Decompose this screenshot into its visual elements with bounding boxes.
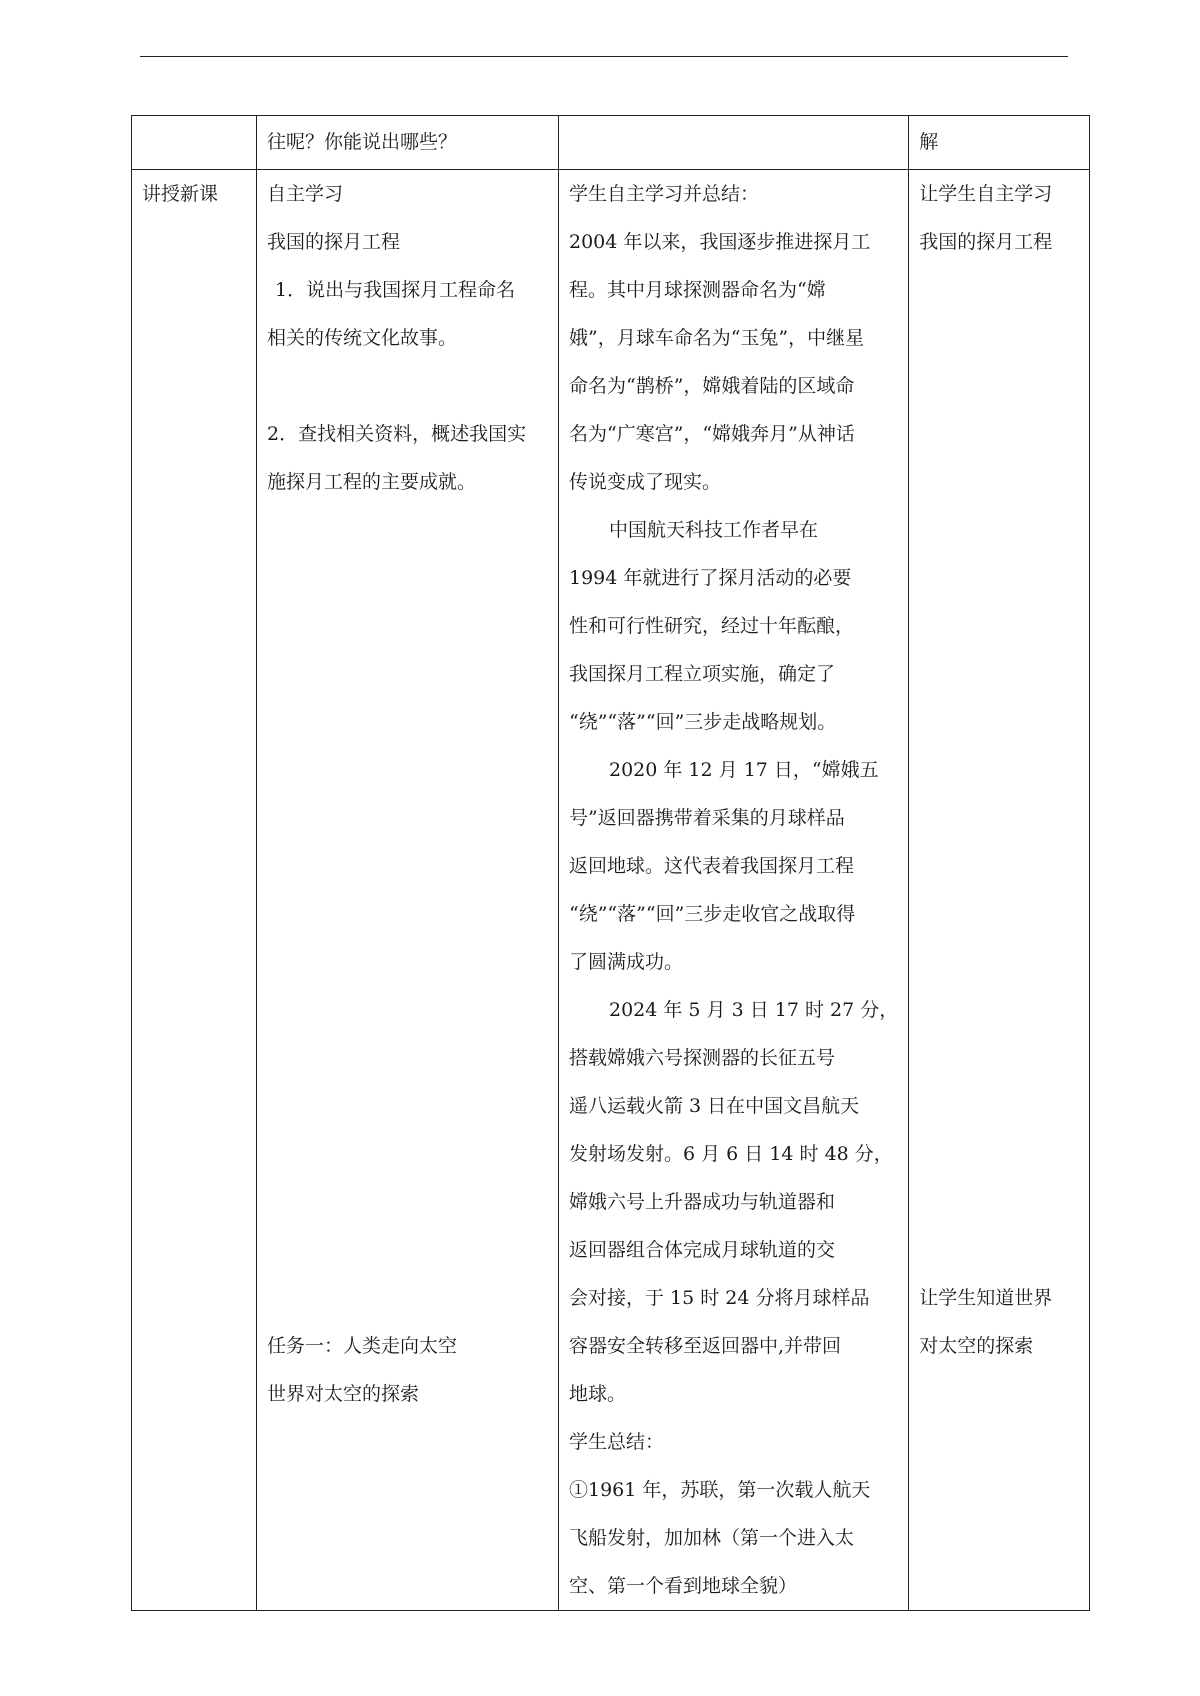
paragraph-line: 中国航天科技工作者早在 — [609, 519, 819, 541]
section-topic: 我国的探月工程 — [267, 231, 401, 253]
summary-line: 飞船发射，加加林（第一个进入太 — [569, 1527, 855, 1549]
paragraph-line: 遥八运载火箭 3 日在中国文昌航天 — [569, 1095, 860, 1117]
paragraph-line: 了圆满成功。 — [569, 951, 684, 973]
student-activity-cell — [559, 116, 909, 170]
table-row — [132, 170, 1090, 1611]
paragraph-line: 容器安全转移至返回器中,并带回 — [569, 1335, 842, 1357]
paragraph-line: “绕”“落”“回”三步走收官之战取得 — [569, 903, 856, 925]
teacher-activity-cell — [257, 116, 559, 170]
paragraph-line: 返回器组合体完成月球轨道的交 — [569, 1239, 836, 1261]
paragraph-line: 娥”，月球车命名为“玉兔”，中继星 — [569, 327, 865, 349]
design-intent-cell — [909, 170, 1090, 1611]
paragraph-line: 地球。 — [569, 1383, 627, 1405]
paragraph-line: 程。其中月球探测器命名为“嫦 — [569, 279, 826, 301]
teacher-text: 往呢？你能说出哪些？ — [267, 131, 458, 153]
design-intent-cell — [909, 116, 1090, 170]
teacher-activity-cell — [257, 170, 559, 1611]
question-2: 2．查找相关资料，概述我国实 — [267, 423, 527, 445]
summary-line: 空、第一个看到地球全貌） — [569, 1575, 798, 1597]
paragraph-line: 返回地球。这代表着我国探月工程 — [569, 855, 855, 877]
intent-text: 解 — [919, 131, 939, 153]
paragraph-line: 2024 年 5 月 3 日 17 时 27 分， — [609, 999, 899, 1021]
intent-text: 我国的探月工程 — [919, 231, 1053, 253]
paragraph-line: 号”返回器携带着采集的月球样品 — [569, 807, 845, 829]
student-intro: 学生自主学习并总结： — [569, 183, 760, 205]
intent-text: 让学生知道世界 — [919, 1287, 1053, 1309]
paragraph-line: 会对接，于 15 时 24 分将月球样品 — [569, 1287, 870, 1309]
intent-text: 对太空的探索 — [919, 1335, 1034, 1357]
stage-cell — [132, 170, 257, 1611]
paragraph-line: “绕”“落”“回”三步走战略规划。 — [569, 711, 837, 733]
stage-label: 讲授新课 — [142, 183, 219, 205]
paragraph-line: 搭载嫦娥六号探测器的长征五号 — [569, 1047, 836, 1069]
question-2-cont: 施探月工程的主要成就。 — [267, 471, 477, 493]
paragraph-line: 名为“广寒宫”，“嫦娥奔月”从神话 — [569, 423, 855, 445]
section-title: 自主学习 — [267, 183, 344, 205]
summary-line: ①1961 年，苏联，第一次载人航天 — [569, 1479, 871, 1501]
paragraph-line: 嫦娥六号上升器成功与轨道器和 — [569, 1191, 836, 1213]
intent-text: 让学生自主学习 — [919, 183, 1053, 205]
paragraph-line: 命名为“鹊桥”，嫦娥着陆的区域命 — [569, 375, 855, 397]
lesson-plan-table — [131, 115, 1090, 1611]
student-activity-cell — [559, 170, 909, 1611]
paragraph-line: 发射场发射。6 月 6 日 14 时 48 分， — [569, 1143, 893, 1165]
paragraph-line: 2004 年以来，我国逐步推进探月工 — [569, 231, 871, 253]
task-topic: 世界对太空的探索 — [267, 1383, 420, 1405]
paragraph-line: 性和可行性研究，经过十年酝酿， — [569, 615, 855, 637]
header-rule — [140, 56, 1068, 57]
paragraph-line: 2020 年 12 月 17 日，“嫦娥五 — [609, 759, 879, 781]
task-title: 任务一：人类走向太空 — [267, 1335, 458, 1357]
paragraph-line: 传说变成了现实。 — [569, 471, 722, 493]
question-1: 1．说出与我国探月工程命名 — [275, 279, 516, 301]
question-1-cont: 相关的传统文化故事。 — [267, 327, 458, 349]
summary-title: 学生总结： — [569, 1431, 665, 1453]
paragraph-line: 我国探月工程立项实施，确定了 — [569, 663, 836, 685]
paragraph-line: 1994 年就进行了探月活动的必要 — [569, 567, 852, 589]
stage-cell — [132, 116, 257, 170]
table-row — [132, 116, 1090, 170]
